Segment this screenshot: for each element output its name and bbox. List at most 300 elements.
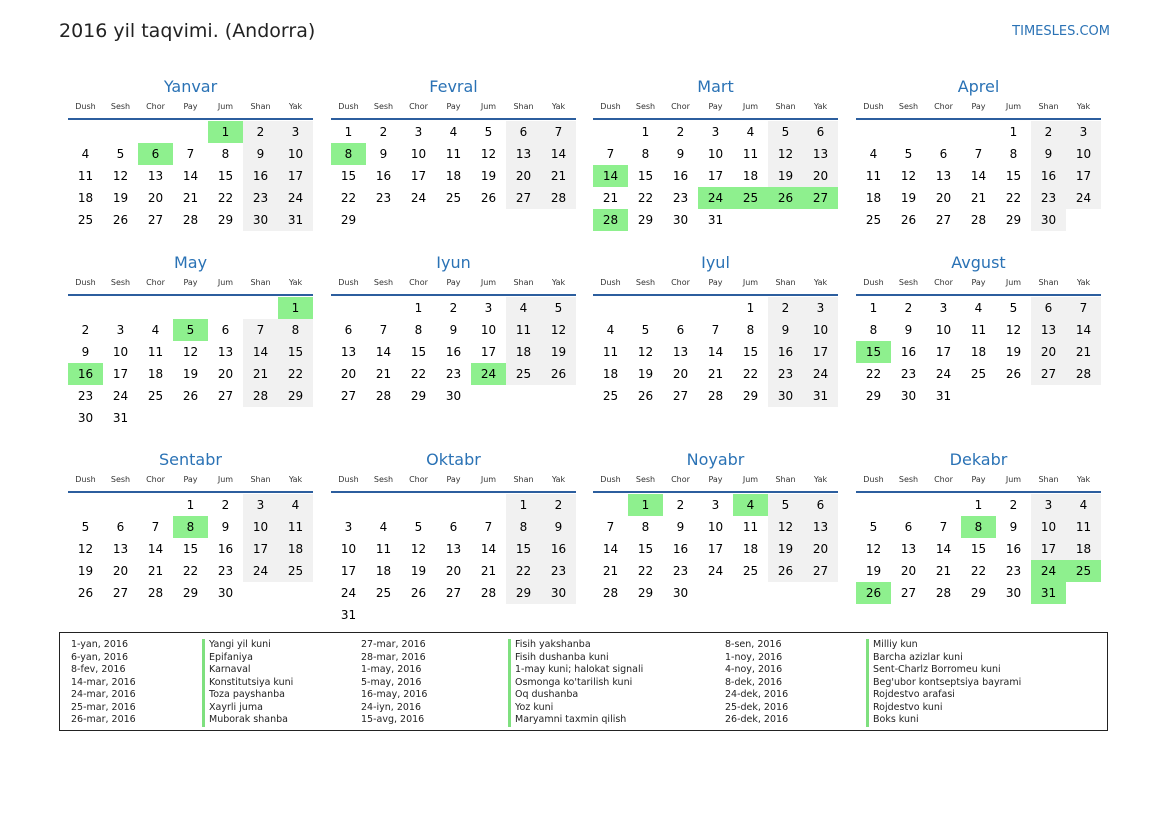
day-cell: 30 — [541, 582, 576, 604]
weekday-label: Yak — [813, 278, 828, 287]
weekday-label: Pay — [183, 475, 198, 484]
day-cell: 7 — [151, 520, 160, 534]
legend-date: 8-fev, 2016 — [71, 664, 126, 675]
day-cell: 3 — [711, 125, 720, 139]
day-cell: 9 — [541, 516, 576, 538]
holiday-day-cell: 14 — [593, 165, 628, 187]
holiday-day-cell: 28 — [593, 209, 628, 231]
holiday-day-cell: 1 — [208, 121, 243, 143]
day-cell: 18 — [742, 169, 759, 183]
weekday-label: Shan — [1038, 278, 1059, 287]
header-rule — [331, 118, 576, 120]
day-cell: 6 — [344, 323, 353, 337]
header-rule — [856, 294, 1101, 296]
legend-dates-1 — [71, 639, 136, 727]
day-cell: 28 — [147, 586, 164, 600]
legend-date: 26-dek, 2016 — [725, 714, 789, 725]
day-cell: 25 — [147, 389, 164, 403]
day-cell: 23 — [243, 187, 278, 209]
weekday-label: Chor — [409, 475, 428, 484]
legend-names-3 — [866, 639, 1021, 727]
day-cell: 11 — [865, 169, 882, 183]
day-cell: 13 — [217, 345, 234, 359]
day-cell: 7 — [186, 147, 195, 161]
day-cell: 14 — [935, 542, 952, 556]
day-cell: 17 — [803, 341, 838, 363]
weekday-label: Pay — [446, 278, 461, 287]
day-cell: 20 — [935, 191, 952, 205]
day-cell: 6 — [939, 147, 948, 161]
month-name: Dekabr — [949, 450, 1008, 469]
day-cell: 10 — [1031, 516, 1066, 538]
day-cell: 3 — [939, 301, 948, 315]
day-cell: 17 — [278, 165, 313, 187]
day-cell: 6 — [116, 520, 125, 534]
day-cell: 19 — [410, 564, 427, 578]
day-cell: 17 — [410, 169, 427, 183]
day-cell: 1 — [746, 301, 755, 315]
day-cell: 24 — [707, 564, 724, 578]
day-cell: 5 — [641, 323, 650, 337]
day-cell: 4 — [151, 323, 160, 337]
day-cell: 25 — [278, 560, 313, 582]
legend-holiday-name: Toza payshanba — [202, 689, 293, 702]
day-cell: 12 — [1005, 323, 1022, 337]
weekday-label: Jum — [1005, 475, 1022, 484]
day-cell: 1 — [974, 498, 983, 512]
day-cell: 1 — [344, 125, 353, 139]
day-cell: 11 — [1066, 516, 1101, 538]
day-cell: 4 — [449, 125, 458, 139]
day-cell: 16 — [768, 341, 803, 363]
day-cell: 5 — [904, 147, 913, 161]
day-cell: 23 — [1031, 187, 1066, 209]
day-cell: 22 — [410, 367, 427, 381]
day-cell: 19 — [768, 165, 803, 187]
month-name: Mart — [697, 77, 734, 96]
day-cell: 21 — [182, 191, 199, 205]
day-cell: 13 — [672, 345, 689, 359]
weekday-label: Chor — [934, 278, 953, 287]
legend-holiday-name: Osmonga ko'tarilish kuni — [508, 677, 643, 690]
day-cell: 17 — [480, 345, 497, 359]
weekday-label: Jum — [217, 475, 234, 484]
weekday-label: Jum — [1005, 102, 1022, 111]
legend-date: 28-mar, 2016 — [361, 651, 426, 663]
holiday-day-cell: 27 — [803, 187, 838, 209]
day-cell: 28 — [375, 389, 392, 403]
day-cell: 14 — [707, 345, 724, 359]
day-cell: 12 — [865, 542, 882, 556]
weekday-label: Sesh — [898, 278, 919, 287]
day-cell: 19 — [768, 538, 803, 560]
day-cell: 16 — [672, 542, 689, 556]
weekday-label: Pay — [708, 102, 723, 111]
day-cell: 20 — [445, 564, 462, 578]
day-cell: 15 — [1005, 169, 1022, 183]
day-cell: 29 — [742, 389, 759, 403]
holiday-day-cell: 25 — [733, 187, 768, 209]
weekday-label: Jum — [1005, 278, 1022, 287]
day-cell: 27 — [445, 586, 462, 600]
day-cell: 18 — [147, 367, 164, 381]
day-cell: 9 — [676, 147, 685, 161]
legend-date: 1-yan, 2016 — [71, 639, 128, 650]
day-cell: 21 — [602, 564, 619, 578]
day-cell: 9 — [81, 345, 90, 359]
day-cell: 27 — [340, 389, 357, 403]
day-cell: 30 — [445, 389, 462, 403]
day-cell: 18 — [602, 367, 619, 381]
legend-date: 8-dek, 2016 — [725, 676, 783, 688]
day-cell: 20 — [506, 165, 541, 187]
weekday-header — [593, 475, 838, 489]
day-cell: 10 — [480, 323, 497, 337]
day-cell: 17 — [340, 564, 357, 578]
day-cell: 18 — [970, 345, 987, 359]
weekday-label: Jum — [217, 102, 234, 111]
day-cell: 21 — [935, 564, 952, 578]
day-cell: 10 — [803, 319, 838, 341]
legend-names-2 — [508, 639, 643, 727]
day-cell: 28 — [935, 586, 952, 600]
day-cell: 10 — [707, 520, 724, 534]
day-cell: 2 — [81, 323, 90, 337]
weekday-label: Dush — [600, 102, 621, 111]
day-cell: 25 — [445, 191, 462, 205]
day-cell: 22 — [970, 564, 987, 578]
weekday-label: Dush — [75, 475, 96, 484]
day-cell: 23 — [217, 564, 234, 578]
day-cell: 10 — [935, 323, 952, 337]
day-cell: 12 — [541, 319, 576, 341]
day-cell: 9 — [243, 143, 278, 165]
day-cell: 6 — [221, 323, 230, 337]
legend-holiday-name: Sent-Charlz Borromeu kuni — [866, 664, 1021, 677]
weekday-label: Shan — [775, 102, 796, 111]
day-cell: 18 — [742, 542, 759, 556]
day-cell: 24 — [340, 586, 357, 600]
day-cell: 2 — [676, 498, 685, 512]
legend-date: 15-avg, 2016 — [361, 714, 425, 725]
day-cell: 2 — [768, 297, 803, 319]
day-cell: 14 — [1066, 319, 1101, 341]
weekday-label: Jum — [742, 102, 759, 111]
day-cell: 11 — [742, 147, 759, 161]
day-cell: 3 — [414, 125, 423, 139]
day-cell: 13 — [803, 143, 838, 165]
day-cell: 7 — [606, 147, 615, 161]
day-cell: 5 — [1009, 301, 1018, 315]
day-cell: 31 — [707, 213, 724, 227]
legend-holiday-name: Oq dushanba — [508, 689, 643, 702]
day-cell: 7 — [1066, 297, 1101, 319]
day-cell: 25 — [865, 213, 882, 227]
weekday-label: Yak — [288, 278, 303, 287]
weekday-header — [856, 475, 1101, 489]
month-name: Iyun — [436, 253, 471, 272]
weekday-label: Shan — [513, 278, 534, 287]
day-cell: 15 — [970, 542, 987, 556]
month-name: Noyabr — [686, 450, 745, 469]
day-cell: 21 — [707, 367, 724, 381]
day-cell: 17 — [707, 542, 724, 556]
weekday-label: Dush — [75, 278, 96, 287]
weekday-label: Chor — [934, 102, 953, 111]
day-cell: 6 — [1031, 297, 1066, 319]
weekday-label: Shan — [1038, 475, 1059, 484]
weekday-label: Jum — [217, 278, 234, 287]
day-cell: 18 — [1066, 538, 1101, 560]
day-cell: 1 — [1009, 125, 1018, 139]
day-cell: 7 — [606, 520, 615, 534]
day-cell: 9 — [1031, 143, 1066, 165]
legend-dates-3 — [725, 639, 788, 727]
day-cell: 23 — [900, 367, 917, 381]
weekday-header — [68, 475, 313, 489]
day-cell: 11 — [278, 516, 313, 538]
weekday-header — [68, 278, 313, 292]
holiday-day-cell: 25 — [1066, 560, 1101, 582]
day-cell: 29 — [637, 213, 654, 227]
day-cell: 2 — [243, 121, 278, 143]
day-cell: 29 — [865, 389, 882, 403]
day-cell: 9 — [1009, 520, 1018, 534]
day-cell: 21 — [480, 564, 497, 578]
day-cell: 5 — [484, 125, 493, 139]
day-cell: 7 — [484, 520, 493, 534]
day-cell: 17 — [935, 345, 952, 359]
day-cell: 25 — [970, 367, 987, 381]
weekday-label: Sesh — [635, 475, 656, 484]
day-cell: 20 — [217, 367, 234, 381]
day-cell: 16 — [900, 345, 917, 359]
holiday-day-cell: 31 — [1031, 582, 1066, 604]
day-cell: 15 — [742, 345, 759, 359]
day-cell: 26 — [1005, 367, 1022, 381]
legend-holiday-name: Karnaval — [202, 664, 293, 677]
weekday-label: Yak — [1076, 102, 1091, 111]
day-cell: 25 — [602, 389, 619, 403]
day-cell: 12 — [768, 516, 803, 538]
weekday-label: Jum — [742, 278, 759, 287]
month-name: Iyul — [701, 253, 730, 272]
day-cell: 1 — [641, 125, 650, 139]
day-cell: 10 — [278, 143, 313, 165]
day-cell: 29 — [340, 213, 357, 227]
day-cell: 5 — [768, 494, 803, 516]
day-cell: 19 — [77, 564, 94, 578]
weekday-label: Shan — [775, 278, 796, 287]
legend-holiday-name: Barcha azizlar kuni — [866, 652, 1021, 665]
day-cell: 24 — [1066, 187, 1101, 209]
weekday-label: Shan — [775, 475, 796, 484]
day-cell: 12 — [112, 169, 129, 183]
day-cell: 16 — [541, 538, 576, 560]
day-cell: 2 — [676, 125, 685, 139]
weekday-label: Chor — [146, 278, 165, 287]
day-cell: 1 — [414, 301, 423, 315]
legend-date: 5-may, 2016 — [361, 676, 422, 688]
weekday-label: Chor — [671, 475, 690, 484]
day-cell: 3 — [803, 297, 838, 319]
site-link[interactable]: TIMESLES.COM — [1012, 24, 1110, 39]
day-cell: 31 — [803, 385, 838, 407]
day-cell: 23 — [1005, 564, 1022, 578]
day-cell: 12 — [182, 345, 199, 359]
day-cell: 22 — [1005, 191, 1022, 205]
legend-holiday-name: Milliy kun — [866, 639, 1021, 652]
day-cell: 9 — [904, 323, 913, 337]
day-cell: 2 — [541, 494, 576, 516]
day-cell: 30 — [1031, 209, 1066, 231]
weekday-label: Pay — [708, 278, 723, 287]
day-cell: 19 — [182, 367, 199, 381]
day-cell: 1 — [506, 494, 541, 516]
weekday-label: Chor — [409, 102, 428, 111]
day-cell: 10 — [1066, 143, 1101, 165]
weekday-label: Yak — [551, 102, 566, 111]
day-cell: 8 — [221, 147, 230, 161]
day-cell: 19 — [112, 191, 129, 205]
legend-holiday-name: Fisih dushanba kuni — [508, 652, 643, 665]
day-cell: 13 — [506, 143, 541, 165]
weekday-label: Sesh — [110, 102, 131, 111]
day-cell: 6 — [904, 520, 913, 534]
day-cell: 5 — [869, 520, 878, 534]
day-cell: 3 — [344, 520, 353, 534]
legend-holiday-name: Boks kuni — [866, 714, 1021, 727]
legend-holiday-name: Yangi yil kuni — [202, 639, 293, 652]
day-cell: 23 — [768, 363, 803, 385]
day-cell: 26 — [410, 586, 427, 600]
day-cell: 16 — [672, 169, 689, 183]
holiday-day-cell: 8 — [961, 516, 996, 538]
day-cell: 21 — [243, 363, 278, 385]
day-cell: 10 — [243, 516, 278, 538]
day-cell: 11 — [77, 169, 94, 183]
weekday-label: Sesh — [373, 475, 394, 484]
header-rule — [856, 491, 1101, 493]
weekday-header — [331, 102, 576, 116]
day-cell: 8 — [1009, 147, 1018, 161]
day-cell: 26 — [112, 213, 129, 227]
day-cell: 23 — [445, 367, 462, 381]
day-cell: 14 — [243, 341, 278, 363]
day-cell: 7 — [379, 323, 388, 337]
day-cell: 16 — [1031, 165, 1066, 187]
day-cell: 3 — [1031, 494, 1066, 516]
day-cell: 2 — [1031, 121, 1066, 143]
weekday-label: Shan — [250, 475, 271, 484]
day-cell: 23 — [375, 191, 392, 205]
day-cell: 29 — [410, 389, 427, 403]
day-cell: 26 — [900, 213, 917, 227]
day-cell: 15 — [217, 169, 234, 183]
day-cell: 29 — [278, 385, 313, 407]
weekday-header — [593, 102, 838, 116]
legend-holiday-name: Epifaniya — [202, 652, 293, 665]
day-cell: 23 — [77, 389, 94, 403]
day-cell: 25 — [506, 363, 541, 385]
weekday-header — [593, 278, 838, 292]
day-cell: 6 — [676, 323, 685, 337]
month-name: Avgust — [951, 253, 1006, 272]
day-cell: 11 — [147, 345, 164, 359]
weekday-label: Pay — [971, 278, 986, 287]
day-cell: 15 — [410, 345, 427, 359]
day-cell: 13 — [112, 542, 129, 556]
day-cell: 11 — [970, 323, 987, 337]
weekday-label: Pay — [708, 475, 723, 484]
day-cell: 30 — [77, 411, 94, 425]
day-cell: 30 — [672, 586, 689, 600]
header-rule — [593, 491, 838, 493]
weekday-label: Shan — [1038, 102, 1059, 111]
day-cell: 27 — [803, 560, 838, 582]
day-cell: 27 — [935, 213, 952, 227]
day-cell: 4 — [1066, 494, 1101, 516]
day-cell: 12 — [410, 542, 427, 556]
day-cell: 16 — [445, 345, 462, 359]
weekday-label: Pay — [971, 475, 986, 484]
day-cell: 18 — [278, 538, 313, 560]
weekday-label: Jum — [480, 475, 497, 484]
legend-names-1 — [202, 639, 293, 727]
day-cell: 3 — [243, 494, 278, 516]
day-cell: 12 — [768, 143, 803, 165]
legend-date: 24-iyn, 2016 — [361, 701, 422, 713]
weekday-label: Chor — [671, 278, 690, 287]
header-rule — [856, 118, 1101, 120]
day-cell: 31 — [935, 389, 952, 403]
day-cell: 22 — [340, 191, 357, 205]
legend-holiday-name: Rojdestvo arafasi — [866, 689, 1021, 702]
weekday-label: Sesh — [898, 102, 919, 111]
header-rule — [68, 491, 313, 493]
day-cell: 29 — [1005, 213, 1022, 227]
day-cell: 10 — [410, 147, 427, 161]
day-cell: 9 — [379, 147, 388, 161]
weekday-label: Sesh — [373, 102, 394, 111]
day-cell: 27 — [900, 586, 917, 600]
weekday-label: Shan — [250, 102, 271, 111]
day-cell: 16 — [217, 542, 234, 556]
day-cell: 28 — [480, 586, 497, 600]
day-cell: 31 — [112, 411, 129, 425]
day-cell: 23 — [541, 560, 576, 582]
day-cell: 5 — [768, 121, 803, 143]
weekday-label: Yak — [288, 102, 303, 111]
day-cell: 5 — [116, 147, 125, 161]
day-cell: 20 — [1031, 341, 1066, 363]
day-cell: 13 — [445, 542, 462, 556]
day-cell: 22 — [742, 367, 759, 381]
weekday-label: Sesh — [373, 278, 394, 287]
day-cell: 12 — [900, 169, 917, 183]
weekday-label: Sesh — [110, 278, 131, 287]
day-cell: 14 — [375, 345, 392, 359]
holiday-day-cell: 24 — [471, 363, 506, 385]
day-cell: 28 — [602, 586, 619, 600]
header-rule — [68, 294, 313, 296]
day-cell: 14 — [480, 542, 497, 556]
weekday-label: Chor — [934, 475, 953, 484]
day-cell: 10 — [340, 542, 357, 556]
legend-date: 1-may, 2016 — [361, 664, 422, 675]
header-rule — [331, 294, 576, 296]
weekday-label: Dush — [338, 102, 359, 111]
